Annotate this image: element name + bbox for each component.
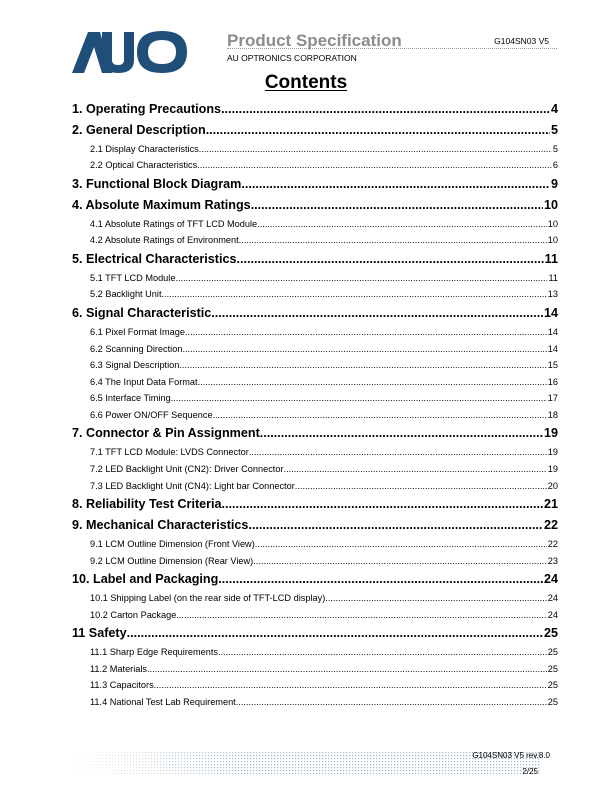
model-number: G104SN03 V5 [494,36,549,46]
toc-entry-label: 8. Reliability Test Criteria [72,497,222,512]
toc-leader-dots [185,324,547,341]
toc-leader-dots [222,494,543,515]
toc-page-number: 25 [547,647,558,658]
toc-subsection[interactable] [72,216,558,233]
toc-leader-dots [197,157,552,174]
toc-subsection[interactable] [72,644,558,661]
footer-page-number: 2/25 [522,767,538,776]
toc-page-number: 25 [547,680,558,691]
toc-page-number: 23 [547,555,558,566]
toc-leader-dots [241,174,550,195]
toc-page-number: 5 [552,143,558,154]
toc-subsection[interactable] [72,553,558,570]
toc-leader-dots [251,195,543,216]
toc-entry-label: 2.2 Optical Characteristics [90,160,198,171]
toc-entry-label: 2. General Description [72,122,206,137]
toc-page-number: 24 [543,572,558,587]
toc-entry-label: 4. Absolute Maximum Ratings [72,197,251,212]
toc-leader-dots [221,99,550,120]
toc-page-number: 25 [543,626,558,641]
toc-leader-dots [295,478,547,495]
toc-section[interactable] [72,195,558,216]
toc-subsection[interactable] [72,374,558,391]
toc-page-number: 4 [550,102,558,116]
toc-entry-label: 5.2 Backlight Unit [90,289,162,300]
auo-logo [70,30,188,74]
toc-page-number: 11 [548,272,558,283]
toc-leader-dots [171,390,547,407]
toc-entry-label: 10. Label and Packaging [72,572,219,587]
toc-page-number: 10 [547,218,558,229]
toc-page-number: 17 [547,393,558,404]
toc-entry-label: 9.1 LCM Outline Dimension (Front View) [90,538,255,549]
toc-subsection[interactable] [72,270,558,287]
toc-entry-label: 11.2 Materials [90,663,148,674]
toc-leader-dots [284,461,547,478]
toc-entry-label: 1. Operating Precautions [72,102,222,116]
toc-page-number: 5 [550,122,558,137]
toc-page-number: 22 [543,518,558,533]
toc-page-number: 19 [547,447,558,458]
toc-subsection[interactable] [72,341,558,358]
toc-page-number: 14 [547,343,558,354]
toc-subsection[interactable] [72,607,558,624]
toc-subsection[interactable] [72,694,558,711]
toc-subsection[interactable] [72,141,558,158]
toc-leader-dots [127,623,543,644]
toc-subsection[interactable] [72,677,558,694]
toc-section[interactable] [72,99,558,120]
toc-section[interactable] [72,623,558,644]
toc-leader-dots [253,553,547,570]
toc-page-number: 19 [547,463,558,474]
toc-leader-dots [162,286,547,303]
toc-leader-dots [248,515,543,536]
toc-subsection[interactable] [72,286,558,303]
toc-page-number: 11 [544,251,558,266]
toc-subsection[interactable] [72,357,558,374]
toc-section[interactable] [72,174,558,195]
footer-model-revision: G104SN03 V5 rev.8.0 [472,751,550,760]
toc-entry-label: 9. Mechanical Characteristics [72,518,249,533]
toc-page-number: 14 [543,306,558,321]
toc-leader-dots [182,341,546,358]
table-of-contents [72,99,558,710]
toc-leader-dots [179,357,546,374]
footer-dot-pattern [70,752,540,774]
toc-entry-label: 5. Electrical Characteristics [72,251,237,266]
toc-entry-label: 4.2 Absolute Ratings of Environment [90,235,239,246]
toc-page-number: 14 [547,326,558,337]
toc-section[interactable] [72,423,558,444]
contents-heading-text: Contents [264,72,348,93]
toc-entry-label: 11.1 Sharp Edge Requirements [90,647,219,658]
toc-leader-dots [260,423,543,444]
toc-page-number: 19 [543,426,558,441]
toc-entry-label: 6.2 Scanning Direction [90,343,183,354]
toc-subsection[interactable] [72,232,558,249]
toc-leader-dots [206,120,550,141]
toc-section[interactable] [72,120,558,141]
toc-leader-dots [198,374,547,391]
toc-entry-label: 4.1 Absolute Ratings of TFT LCD Module [90,218,258,229]
toc-subsection[interactable] [72,324,558,341]
toc-leader-dots [239,232,547,249]
toc-leader-dots [236,694,547,711]
toc-entry-label: 11.4 National Test Lab Requirement [90,696,236,707]
toc-entry-label: 3. Functional Block Diagram [72,176,242,191]
toc-entry-label: 7.3 LED Backlight Unit (CN4): Light bar Connector [90,480,295,491]
toc-subsection[interactable] [72,157,558,174]
toc-subsection[interactable] [72,407,558,424]
toc-entry-label: 10.1 Shipping Label (on the rear side of TFT-LCD display) [90,593,326,603]
toc-entry-label: 6.1 Pixel Format Image [90,326,185,337]
toc-subsection[interactable] [72,444,558,461]
toc-leader-dots [237,249,544,270]
toc-leader-dots [218,644,547,661]
toc-entry-label: 6.6 Power ON/OFF Sequence [90,409,213,420]
toc-page-number: 15 [547,360,558,371]
toc-subsection[interactable] [72,478,558,495]
toc-entry-label: 11 Safety [72,626,127,641]
contents-heading [0,72,612,94]
toc-entry-label: 6.3 Signal Description [90,360,180,371]
toc-entry-label: 5.1 TFT LCD Module [90,272,176,283]
toc-section[interactable] [72,303,558,324]
toc-page-number: 10 [547,235,558,246]
toc-leader-dots [176,607,546,624]
toc-page-number: 13 [547,289,558,300]
toc-page-number: 24 [547,609,558,620]
toc-entry-label: 6. Signal Characteristic [72,306,212,321]
toc-entry-label: 7.2 LED Backlight Unit (CN2): Driver Connector [90,463,284,474]
toc-page-number: 9 [550,176,558,191]
toc-page-number: 18 [547,409,558,420]
toc-page-number: 10 [543,197,558,212]
header-divider [227,48,557,49]
toc-subsection[interactable] [72,536,558,553]
toc-leader-dots [211,303,543,324]
toc-subsection[interactable] [72,390,558,407]
toc-subsection[interactable] [72,461,558,478]
toc-leader-dots [147,661,547,678]
toc-entry-label: 9.2 LCM Outline Dimension (Rear View) [90,555,254,566]
toc-section[interactable] [72,569,558,590]
toc-page-number: 6 [552,160,558,171]
corporation-name: AU OPTRONICS CORPORATION [227,53,357,63]
toc-page-number: 25 [547,663,558,674]
toc-entry-label: 11.3 Capacitors [90,680,154,691]
toc-leader-dots [255,536,547,553]
toc-entry-label: 2.1 Display Characteristics [90,143,199,154]
document-title: Product Specification [227,31,402,50]
toc-section[interactable] [72,249,558,270]
toc-entry-label: 10.2 Carton Package [90,609,177,620]
toc-page-number: 21 [543,497,558,512]
toc-section[interactable] [72,515,558,536]
toc-subsection[interactable] [72,590,558,607]
toc-page-number: 16 [547,376,558,387]
toc-entry-label: 7.1 TFT LCD Module: LVDS Connector [90,447,249,458]
toc-subsection[interactable] [72,661,558,678]
toc-page-number: 20 [547,480,558,491]
toc-page-number: 24 [547,593,558,603]
toc-leader-dots [325,590,547,607]
toc-leader-dots [199,141,552,158]
toc-leader-dots [213,407,547,424]
toc-leader-dots [175,270,547,287]
toc-entry-label: 6.4 The Input Data Format [90,376,198,387]
toc-page-number: 22 [547,538,558,549]
toc-page-number: 25 [547,696,558,707]
toc-leader-dots [249,444,547,461]
toc-leader-dots [218,569,543,590]
toc-leader-dots [154,677,547,694]
toc-entry-label: 7. Connector & Pin Assignment [72,426,260,441]
toc-leader-dots [257,216,547,233]
toc-section[interactable] [72,494,558,515]
toc-entry-label: 6.5 Interface Timing [90,393,171,404]
